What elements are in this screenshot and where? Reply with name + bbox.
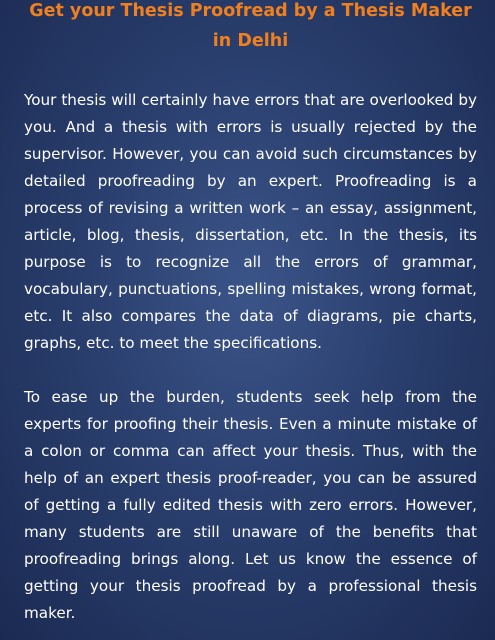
body-paragraph-1: Your thesis will certainly have errors that are overlooked by you. And a thesis with errors is usually rejected by the supervisor. However, you can avoid such circumstances by detailed proofreading by an expert. Proofreading is a process of revising a written work – an essay, assignment, article, blog, thesis, dissertation, etc. In the thesis, its purpose is to recognize all the errors of grammar, vocabulary, punctuations, spelling mistakes, wrong format, etc. It also compares the data of diagrams, pie charts, graphs, etc. to meet the specifications. [24, 91, 477, 352]
page-title: Get your Thesis Proofread by a Thesis Maker in Delhi [29, 1, 472, 51]
body-paragraph-2: To ease up the burden, students seek help from the experts for proofing their thesis. Even a minute mistake of a colon or comma can affect your thesis. Thus, with the help of an expert thesis proof-reader, you can be assured of getting a fully edited thesis with zero errors. However, many students are still unaware of the benefits that proofreading brings along. Let us know the essence of getting your thesis proofread by a professional thesis maker. [24, 388, 477, 622]
